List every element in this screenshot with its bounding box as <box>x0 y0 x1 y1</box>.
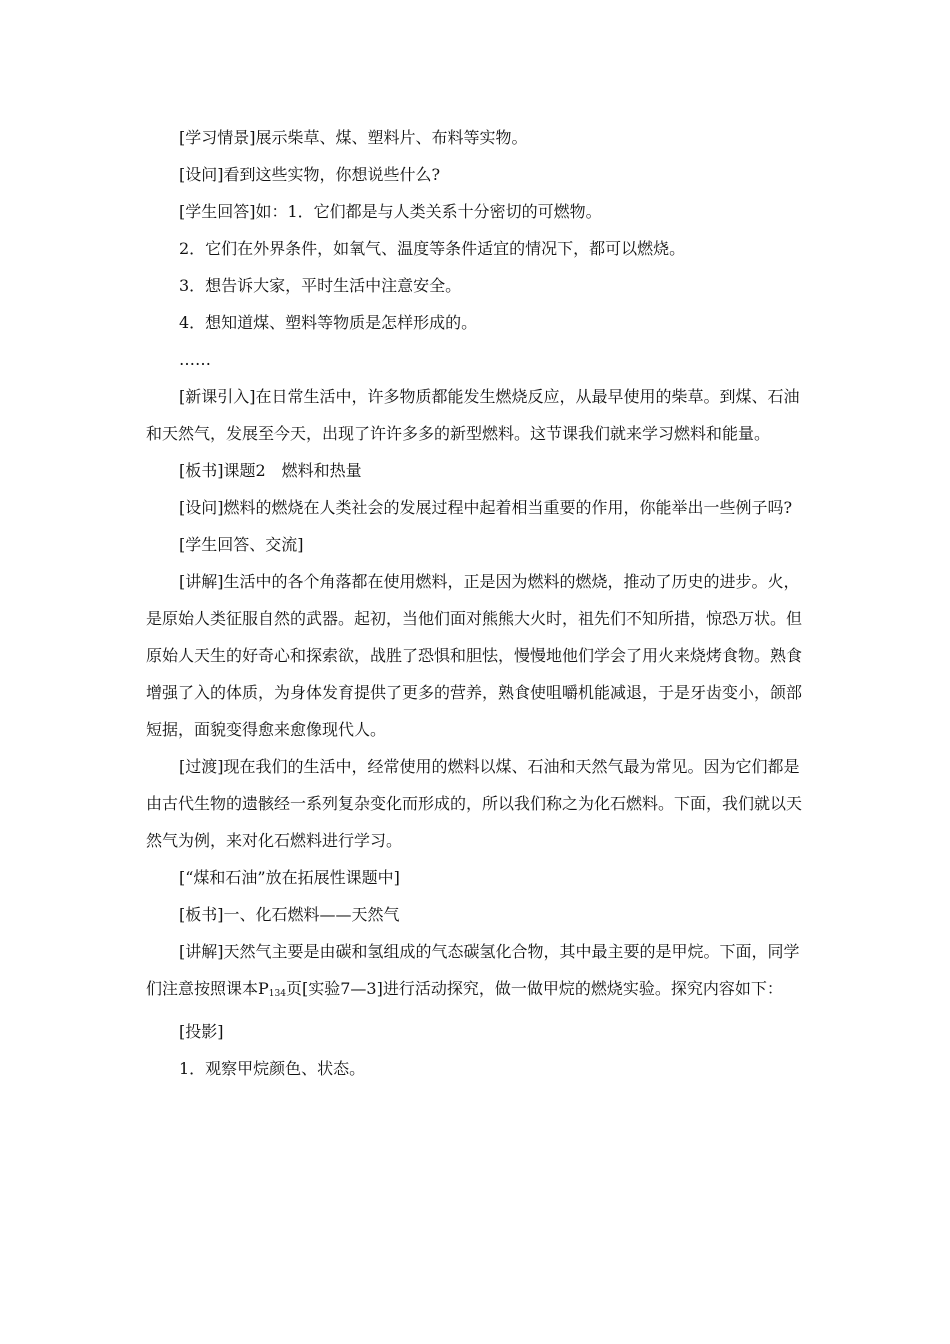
paragraph-projection: [投影] <box>179 1022 224 1041</box>
paragraph-board-fossil-fuel: [板书]一、化石燃料——天然气 <box>179 905 400 924</box>
page-number-subscript: 134 <box>268 989 286 999</box>
paragraph-explanation-methane <box>146 933 806 1013</box>
paragraph-transition: [过渡]现在我们的生活中，经常使用的燃料以煤、石油和天然气最为常见。因为它们都是由古代生物的遗骸经一系列复杂变化而形成的，所以我们称之为化石燃料。下面，我们就以天然气为例，来对化石燃料进行学习。 <box>146 757 803 850</box>
paragraph-student-discussion: [学生回答、交流] <box>179 535 304 554</box>
paragraph-observe-methane: 1．观察甲烷颜色、状态。 <box>179 1059 366 1078</box>
paragraph-note-coal-oil: [“煤和石油”放在拓展性课题中] <box>179 868 400 887</box>
paragraph-question-1: [设问]看到这些实物，你想说些什么? <box>179 165 441 184</box>
paragraph-explanation-fire: [讲解]生活中的各个角落都在使用燃料，正是因为燃料的燃烧，推动了历史的进步。火，是原始人类征服自然的武器。起初，当他们面对熊熊大火时，祖先们不知所措，惊恐万状。但原始人天生的好奇心和探索欲，战胜了恐惧和胆怯，慢慢地他们学会了用火来烧烤食物。熟食增强了入的体质，为身体发育提供了更多的营养，熟食使咀嚼机能减退，于是牙齿变小，颌部短据，面貌变得愈来愈像现代人。 <box>146 572 803 739</box>
document-body <box>146 119 806 1087</box>
paragraph-answer-4: 4．想知道煤、塑料等物质是怎样形成的。 <box>179 313 478 332</box>
paragraph-question-2: [设问]燃料的燃烧在人类社会的发展过程中起着相当重要的作用，你能举出一些例子吗? <box>179 498 793 517</box>
paragraph-answer-2: 2．它们在外界条件，如氧气、温度等条件适宜的情况下，都可以燃烧。 <box>179 239 686 258</box>
paragraph-ellipsis: …… <box>179 350 211 369</box>
paragraph-answer-3: 3．想告诉大家，平时生活中注意安全。 <box>179 276 462 295</box>
methane-text-before: [讲解]天然气主要是由碳和氢组成的气态碳氢化合物，其中最主要的是甲烷。下面，同学们注意按照课本P <box>146 942 800 998</box>
paragraph-new-lesson-intro: [新课引入]在日常生活中，许多物质都能发生燃烧反应，从最早使用的柴草。到煤、石油和天然气，发展至今天，出现了许许多多的新型燃料。这节课我们就来学习燃料和能量。 <box>146 387 800 443</box>
methane-text-after: 页[实验7—3]进行活动探究，做一做甲烷的燃烧实验。探究内容如下： <box>285 979 783 998</box>
paragraph-learning-scenario: [学习情景]展示柴草、煤、塑料片、布料等实物。 <box>179 128 528 147</box>
paragraph-board-title: [板书]课题2 燃料和热量 <box>179 461 362 480</box>
paragraph-student-answer: [学生回答]如：1．它们都是与人类关系十分密切的可燃物。 <box>179 202 602 221</box>
